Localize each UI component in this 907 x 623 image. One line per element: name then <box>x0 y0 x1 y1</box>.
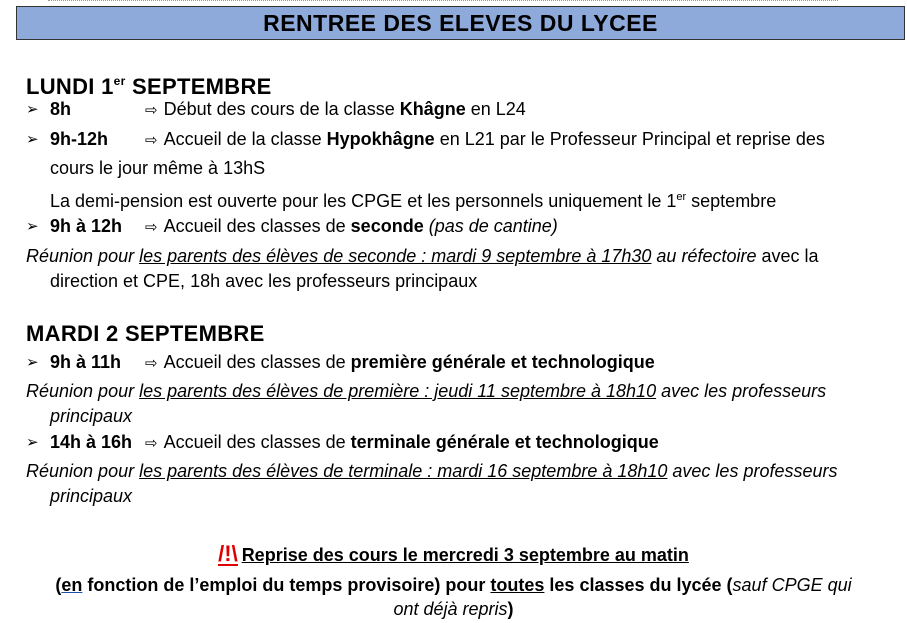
resume-notice <box>0 541 907 566</box>
canteen-note <box>50 186 776 212</box>
schedule-entry <box>145 128 825 152</box>
schedule-entry <box>145 98 526 122</box>
entry-bold: Hypokhâgne <box>326 129 435 149</box>
schedule-entry <box>145 351 655 375</box>
meeting-tail: avec la <box>756 246 819 266</box>
meeting-tail: avec les professeurs <box>656 381 827 401</box>
meeting-date: les parents des élèves de seconde : mardi 9 septembre à 17h30 <box>139 246 652 266</box>
title-banner <box>16 6 905 40</box>
meeting-place: au réfectoire <box>651 246 757 266</box>
meeting-date: les parents des élèves de première : jeudi 11 septembre à 18h10 <box>139 381 657 401</box>
schedule-time: 9h-12h <box>50 129 109 149</box>
arrowhead-bullet-icon: ➢ <box>26 434 39 451</box>
monday-heading-month: SEPTEMBRE <box>125 74 272 99</box>
meeting-tail: avec les professeurs <box>667 461 838 481</box>
canteen-note-text: septembre <box>686 191 777 211</box>
meeting-date: les parents des élèves de terminale : mardi 16 septembre à 18h10 <box>139 461 668 481</box>
schedule-entry-continuation: cours le jour même à 13hS <box>50 158 266 178</box>
resume-notice-details <box>0 574 907 596</box>
right-arrow-icon: ⇨ <box>145 102 158 119</box>
notice-italic: sauf CPGE qui <box>732 575 852 595</box>
notice-emphasis: toutes <box>490 575 545 595</box>
parents-meeting <box>26 380 826 402</box>
entry-bold: terminale générale et technologique <box>350 432 659 452</box>
right-arrow-icon: ⇨ <box>145 355 158 372</box>
page-title: RENTREE DES ELEVES DU LYCEE <box>263 9 658 36</box>
notice-text: ) <box>507 599 514 619</box>
resume-headline: Reprise des cours le mercredi 3 septembre au matin <box>241 545 689 565</box>
entry-bold: première générale et technologique <box>350 352 655 372</box>
schedule-time: 14h à 16h <box>50 432 133 452</box>
monday-heading <box>26 68 272 100</box>
schedule-time: 8h <box>50 99 72 119</box>
right-arrow-icon: ⇨ <box>145 435 158 452</box>
schedule-entry <box>145 431 659 455</box>
arrowhead-bullet-icon: ➢ <box>26 101 39 118</box>
notice-text: fonction de l’emploi du temps provisoire) pour <box>82 575 491 595</box>
notice-italic: ont déjà repris <box>393 599 508 619</box>
canteen-note-sup: er <box>676 191 687 203</box>
parents-meeting <box>26 460 837 482</box>
schedule-time: 9h à 11h <box>50 352 122 372</box>
monday-heading-text: LUNDI 1 <box>26 74 114 99</box>
parents-meeting <box>26 245 819 267</box>
schedule-time: 9h à 12h <box>50 216 123 236</box>
parents-meeting-continuation: principaux <box>50 486 133 506</box>
entry-italic: (pas de cantine) <box>428 216 558 236</box>
arrowhead-bullet-icon: ➢ <box>26 131 39 148</box>
warning-icon: /!\ <box>218 541 238 566</box>
entry-text: en L21 par le Professeur Principal et reprise des <box>434 129 825 149</box>
tuesday-heading: MARDI 2 SEPTEMBRE <box>26 321 265 346</box>
meeting-lead: Réunion pour <box>26 381 140 401</box>
meeting-lead: Réunion pour <box>26 246 140 266</box>
entry-bold: seconde <box>350 216 424 236</box>
monday-heading-sup: er <box>113 74 126 88</box>
page-top-rule <box>48 0 838 1</box>
canteen-note-text: La demi-pension est ouverte pour les CPGE et les personnels uniquement le 1 <box>50 191 677 211</box>
entry-text: Début des cours de la classe <box>163 99 400 119</box>
entry-text: Accueil des classes de <box>163 432 351 452</box>
schedule-entry <box>145 215 558 239</box>
resume-notice-details-end <box>0 598 907 620</box>
entry-text: en L24 <box>465 99 526 119</box>
notice-text: ( <box>55 575 62 595</box>
parents-meeting-continuation: direction et CPE, 18h avec les professeurs principaux <box>50 271 478 291</box>
entry-bold: Khâgne <box>399 99 466 119</box>
notice-text: les classes du lycée ( <box>544 575 733 595</box>
entry-text: Accueil de la classe <box>163 129 327 149</box>
entry-text: Accueil des classes de <box>163 216 351 236</box>
right-arrow-icon: ⇨ <box>145 132 158 149</box>
arrowhead-bullet-icon: ➢ <box>26 354 39 371</box>
notice-text: en <box>61 575 83 595</box>
arrowhead-bullet-icon: ➢ <box>26 218 39 235</box>
parents-meeting-continuation: principaux <box>50 406 133 426</box>
meeting-lead: Réunion pour <box>26 461 140 481</box>
entry-text: Accueil des classes de <box>163 352 351 372</box>
right-arrow-icon: ⇨ <box>145 219 158 236</box>
